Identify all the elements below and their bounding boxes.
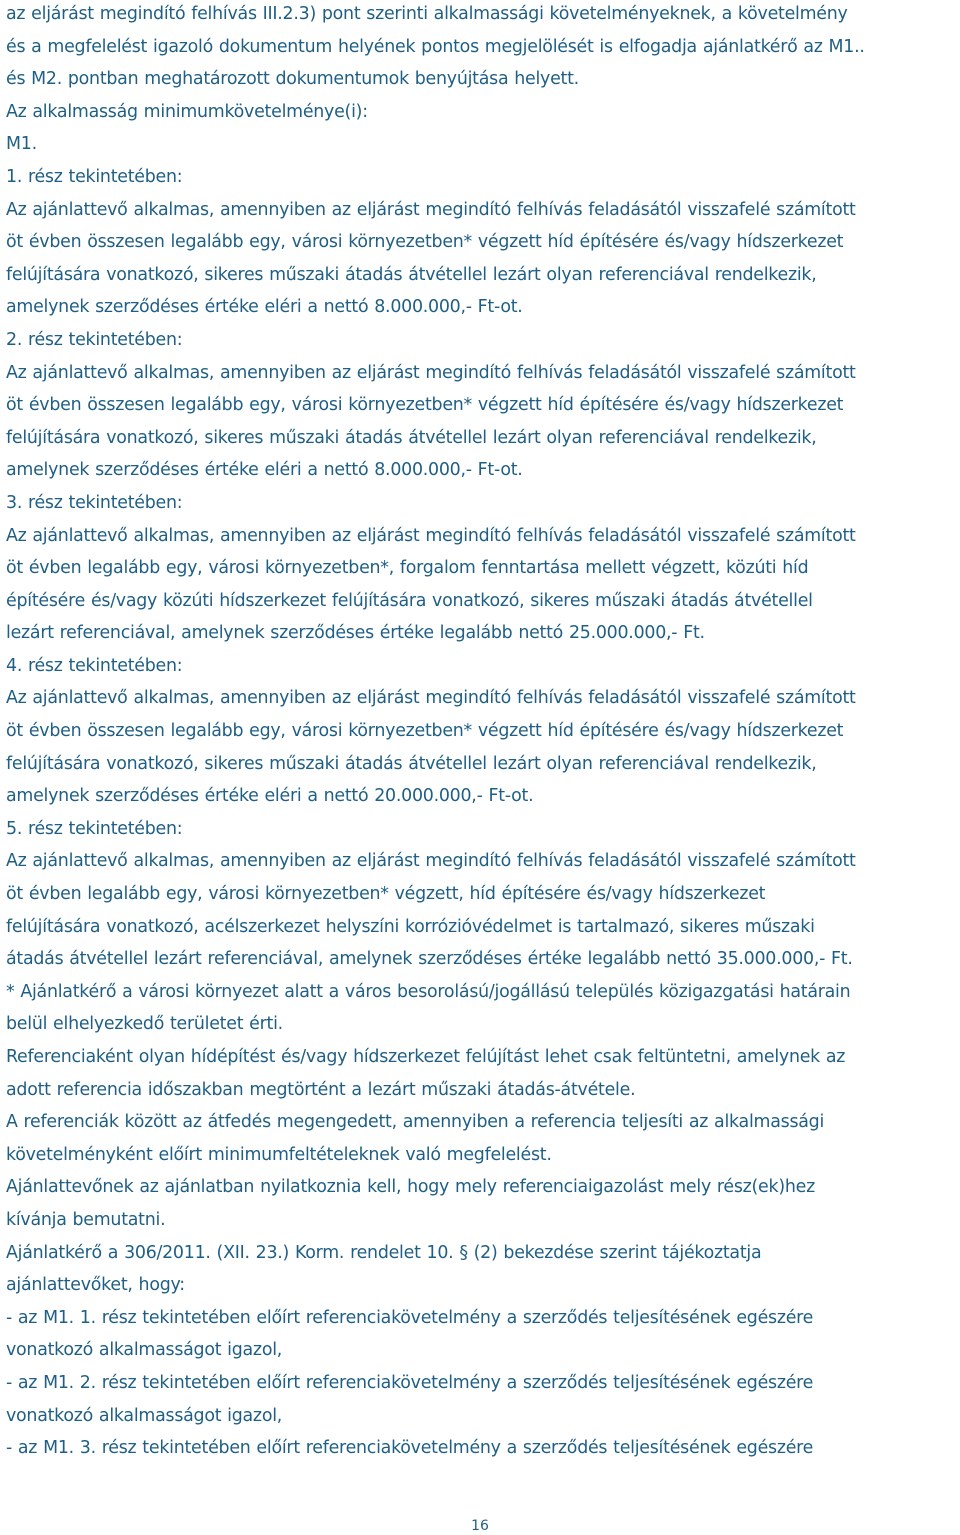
text-line: Az ajánlattevő alkalmas, amennyiben az eljárást megindító felhívás feladásától visszafelé számított [6,199,856,220]
footnote-line: * Ajánlatkérő a városi környezet alatt a város besorolású/jogállású település közigazgatási határain [6,981,851,1002]
text-line: A referenciák között az átfedés megengedett, amennyiben a referencia teljesíti az alkalmassági [6,1112,825,1133]
text-line: öt évben összesen legalább egy, városi környezetben* végzett híd építésére és/vagy hídszerkezet [6,232,844,253]
part-heading: 4. rész tekintetében: [6,655,183,676]
part-heading: 1. rész tekintetében: [6,166,183,187]
list-item-line: vonatkozó alkalmasságot igazol, [6,1340,283,1361]
text-line: felújítására vonatkozó, acélszerkezet helyszíni korrózióvédelmet is tartalmazó, sikeres műszaki [6,916,815,937]
footnote-line: belül elhelyezkedő területet érti. [6,1014,283,1035]
text-line: Az ajánlattevő alkalmas, amennyiben az eljárást megindító felhívás feladásától visszafelé számított [6,851,856,872]
text-line: adott referencia időszakban megtörtént a lezárt műszaki átadás-átvétele. [6,1079,636,1100]
text-line: öt évben legalább egy, városi környezetben* végzett, híd építésére és/vagy hídszerkezet [6,884,766,905]
part-heading: 2. rész tekintetében: [6,329,183,350]
text-line: felújítására vonatkozó, sikeres műszaki átadás átvétellel lezárt olyan referenciával rendelkezik, [6,753,817,774]
text-line: az eljárást megindító felhívás III.2.3) pont szerinti alkalmassági követelményeknek, a követelmény [6,4,848,24]
part-heading: 5. rész tekintetében: [6,818,183,839]
text-line: Ajánlattevőnek az ajánlatban nyilatkoznia kell, hogy mely referenciaigazolást mely rész(ek)hez [6,1177,815,1198]
text-line: Ajánlatkérő a 306/2011. (XII. 23.) Korm. rendelet 10. § (2) bekezdése szerint tájékoztatja [6,1242,762,1263]
text-line: felújítására vonatkozó, sikeres műszaki átadás átvétellel lezárt olyan referenciával rendelkezik, [6,427,817,448]
list-item-line: - az M1. 3. rész tekintetében előírt referenciakövetelmény a szerződés teljesítésének egészére [6,1438,814,1459]
list-item-line: vonatkozó alkalmasságot igazol, [6,1405,283,1426]
document-body [6,0,958,1465]
section-heading: Az alkalmasság minimumkövetelménye(i): [6,101,368,122]
text-line: Referenciaként olyan hídépítést és/vagy hídszerkezet felújítást lehet csak feltüntetni, amelynek az [6,1047,846,1067]
text-line: öt évben legalább egy, városi környezetben*, forgalom fenntartása mellett végzett, közúti híd [6,558,809,579]
section-label-m1: M1. [6,134,37,155]
text-line: öt évben összesen legalább egy, városi környezetben* végzett híd építésére és/vagy hídszerkezet [6,721,844,742]
text-line: amelynek szerződéses értéke eléri a nettó 8.000.000,- Ft-ot. [6,297,523,318]
list-item-line: - az M1. 1. rész tekintetében előírt referenciakövetelmény a szerződés teljesítésének egészére [6,1307,814,1328]
text-line: Az ajánlattevő alkalmas, amennyiben az eljárást megindító felhívás feladásától visszafelé számított [6,362,856,383]
text-line: Az ajánlattevő alkalmas, amennyiben az eljárást megindító felhívás feladásától visszafelé számított [6,688,856,709]
text-line: kívánja bemutatni. [6,1209,166,1230]
part-heading: 3. rész tekintetében: [6,492,183,513]
page-number: 16 [471,1518,489,1534]
text-line: felújítására vonatkozó, sikeres műszaki átadás átvétellel lezárt olyan referenciával rendelkezik, [6,264,817,285]
text-line: átadás átvétellel lezárt referenciával, amelynek szerződéses értéke legalább nettó 35.000.000,- Ft. [6,949,853,970]
list-item-line: - az M1. 2. rész tekintetében előírt referenciakövetelmény a szerződés teljesítésének egészére [6,1372,814,1393]
text-line: követelményként előírt minimumfeltételeknek való megfelelést. [6,1144,552,1165]
text-line: lezárt referenciával, amelynek szerződéses értéke legalább nettó 25.000.000,- Ft. [6,623,705,644]
text-line: öt évben összesen legalább egy, városi környezetben* végzett híd építésére és/vagy hídszerkezet [6,395,844,416]
text-line: ajánlattevőket, hogy: [6,1275,185,1296]
text-line: amelynek szerződéses értéke eléri a nettó 8.000.000,- Ft-ot. [6,460,523,481]
text-line: Az ajánlattevő alkalmas, amennyiben az eljárást megindító felhívás feladásától visszafelé számított [6,525,856,546]
text-line: építésére és/vagy közúti hídszerkezet felújítására vonatkozó, sikeres műszaki átadás átvétellel [6,590,813,611]
text-line: és a megfelelést igazoló dokumentum helyének pontos megjelölését is elfogadja ajánlatkérő az M1.. [6,36,865,57]
text-line: amelynek szerződéses értéke eléri a nettó 20.000.000,- Ft-ot. [6,786,534,807]
text-line: és M2. pontban meghatározott dokumentumok benyújtása helyett. [6,69,579,90]
